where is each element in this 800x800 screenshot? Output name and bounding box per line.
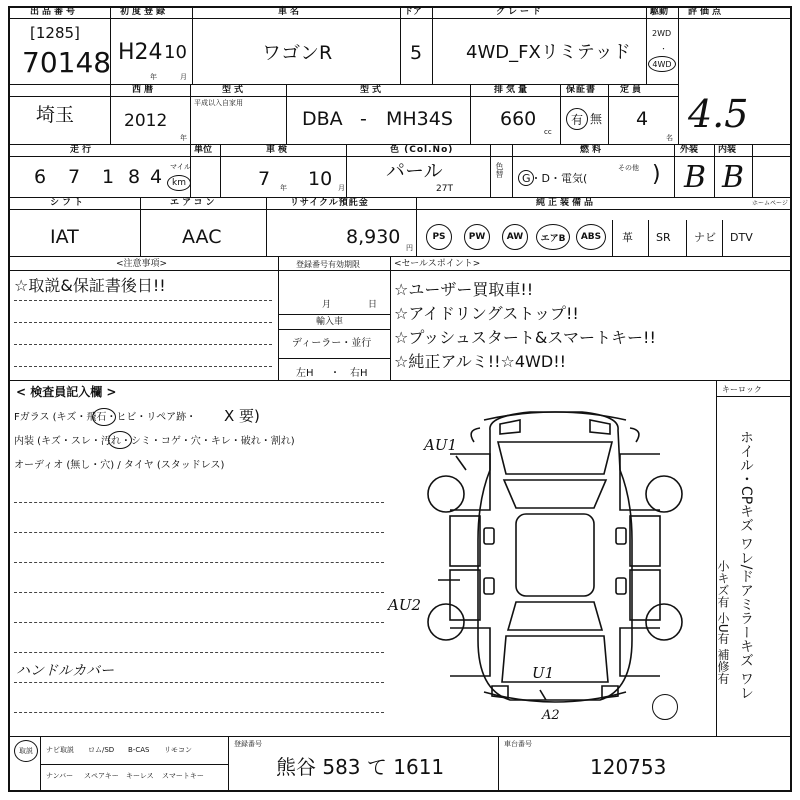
drive-2wd: 2WD [652, 29, 672, 38]
header-sales-points: <セールスポイント> [394, 259, 481, 269]
color-change-label: 色替 [495, 162, 504, 178]
equipment-leather: 革 [622, 231, 633, 244]
inspection-month-unit: 月 [338, 184, 345, 192]
header-capacity: 定員 [620, 85, 645, 95]
equipment-sunroof: SR [656, 231, 671, 244]
fuel-options: G・D・電気( [522, 172, 588, 185]
header-interior: 内装 [718, 145, 737, 155]
bottom-item: スペアキー [84, 772, 119, 780]
hood-panel [498, 442, 612, 474]
bottom-item: ナビ取説 [46, 746, 74, 754]
fglass-mark: X 要) [224, 407, 260, 425]
rear-hatch [502, 636, 608, 682]
header-doors: ドア [404, 7, 422, 17]
header-unit: 単位 [194, 145, 213, 155]
header-warranty: 保証書 [566, 85, 597, 95]
header-color: 色 (Col.No) [390, 145, 454, 155]
header-car-name: 車名 [278, 7, 303, 17]
mileage-digit: 8 [128, 166, 141, 188]
recycle-yen: 円 [406, 244, 413, 252]
key-circle [652, 694, 678, 720]
model-dash: - [360, 108, 367, 130]
headlight [500, 420, 520, 434]
header-key-lock: キーロック [722, 385, 762, 394]
mileage-unit-km-circled: km [167, 175, 191, 191]
right-front-door [630, 516, 660, 566]
car-name: ワゴンR [262, 42, 333, 64]
header-equipment: 純正装備品 [536, 198, 597, 208]
reg-expiry-month: 月 [322, 300, 332, 310]
header-inspection: 車検 [266, 145, 291, 155]
equipment-navi: ナビ [694, 231, 716, 244]
bottom-item: スマートキー [162, 772, 204, 780]
equipment-abs-circled: ABS [576, 224, 606, 250]
year-unit: 年 [180, 134, 187, 142]
mileage-digit: 7 [68, 166, 81, 188]
handwritten-a2: A2 [542, 708, 560, 723]
mileage-digit: 1 [102, 166, 115, 188]
equipment-aw-circled: AW [502, 224, 528, 250]
side-checklist-2: 小キズ有 小U有 補修有 [716, 560, 730, 685]
windshield [504, 480, 606, 508]
header-exhibit-no: 出品番号 [30, 7, 79, 17]
rear-window [508, 602, 602, 630]
side-checklist: ホイル・CPキズ ワレ/ドアミラーキズ ワレ [738, 430, 754, 700]
reg-no: 熊谷 583 て 1611 [276, 755, 445, 779]
bottom-item: リモコン [164, 746, 192, 754]
first-reg-month-unit: 月 [180, 73, 187, 81]
displacement: 660 [500, 108, 537, 130]
inspector-fglass: Fガラス (キズ・飛石・ヒビ・リペア跡・ [14, 412, 197, 423]
first-reg-era: H24 [118, 40, 163, 65]
header-inspector: < 検査員記入欄 > [16, 385, 117, 399]
fuel-close-paren: ) [652, 162, 661, 187]
marker-line [456, 456, 466, 470]
import-left: 左H [296, 368, 314, 379]
import-car-label: 輸入車 [316, 317, 344, 327]
sales-point: ☆純正アルミ!!☆4WD!! [394, 352, 567, 371]
warranty-yes-circled: 有 [566, 108, 588, 130]
header-import-type: 型式 [222, 85, 247, 95]
door-handle [484, 578, 494, 594]
bottom-item: キーレス [126, 772, 154, 780]
header-shift: シフト [50, 198, 87, 208]
location: 埼玉 [36, 104, 75, 126]
right-rear-door [630, 570, 660, 620]
chassis-no: 120753 [590, 755, 667, 779]
left-front-door [450, 516, 480, 566]
aircon: AAC [182, 226, 222, 248]
right-front-fender [620, 454, 660, 510]
left-front-fender [450, 454, 490, 510]
notes-line: ☆取説&保証書後日!! [14, 276, 166, 295]
first-reg-year-unit: 年 [150, 73, 157, 81]
mileage-digit: 4 [150, 166, 163, 188]
header-drive: 駆動 [650, 7, 669, 17]
right-rear-fender [620, 628, 660, 676]
equipment-dtv: DTV [730, 231, 753, 244]
door-handle [484, 528, 494, 544]
header-chassis: 車台番号 [504, 740, 532, 748]
header-score: 評価点 [688, 7, 725, 17]
import-right: 右H [350, 368, 368, 379]
left-rear-fender [450, 628, 490, 676]
mileage-digit: 6 [34, 166, 47, 188]
header-mileage: 走行 [70, 145, 95, 155]
header-extra: ホームページ [752, 200, 788, 207]
doors: 5 [410, 42, 423, 64]
header-reg-no: 登録番号 [234, 740, 262, 748]
left-rear-wheel [428, 604, 464, 640]
exterior-grade-handwritten: B [684, 160, 707, 195]
header-wareki: 西暦 [132, 85, 157, 95]
inspection-month: 10 [308, 168, 333, 190]
fuel-other: その他 [618, 164, 639, 172]
equipment-ps-circled: PS [426, 224, 452, 250]
header-first-reg: 初度登録 [120, 7, 169, 17]
front-bumper [484, 412, 626, 420]
headlight [590, 420, 610, 434]
header-fuel: 燃料 [580, 145, 605, 155]
header-displacement: 排気量 [494, 85, 531, 95]
handwritten-au1: AU1 [424, 436, 458, 454]
inspector-audio: オーディオ (無し・穴) / タイヤ (スタッドレス) [14, 460, 225, 471]
header-reg-expiry: 登録番号有効期限 [296, 260, 360, 269]
import-sub: 平成以入自家用 [194, 99, 243, 107]
header-recycle: リサイクル預託金 [290, 198, 369, 208]
left-mirror [471, 428, 480, 442]
color-code: 27T [436, 184, 453, 194]
drive-4wd-circled: 4WD [648, 56, 676, 72]
displacement-unit: cc [544, 128, 552, 136]
left-rear-door [450, 570, 480, 620]
sales-point: ☆アイドリングストップ!! [394, 304, 579, 323]
header-model: 型式 [360, 85, 385, 95]
import-dealer: ディーラー・並行 [292, 338, 372, 349]
interior-grade-handwritten: B [722, 160, 745, 195]
handwritten-au2: AU2 [388, 596, 422, 614]
inspector-interior: 内装 (キズ・スレ・汚れ・シミ・コゲ・穴・キレ・破れ・割れ) [14, 436, 295, 447]
header-aircon: エアコン [170, 198, 218, 208]
inspection-year: 7 [258, 168, 271, 190]
header-exterior: 外装 [680, 145, 699, 155]
marker-line [540, 690, 546, 700]
inspection-year-unit: 年 [280, 184, 287, 192]
right-rear-wheel [646, 604, 682, 640]
shift: IAT [50, 226, 79, 248]
lot-number: 70148 [22, 46, 112, 79]
mileage-unit-mile: マイル [170, 163, 191, 171]
capacity: 4 [636, 108, 649, 130]
equipment-airbag-circled: エアB [536, 224, 570, 250]
first-reg-month: 10 [164, 42, 187, 63]
left-front-wheel [428, 476, 464, 512]
bottom-item: ナンバー [46, 772, 74, 780]
lot-id: [1285] [30, 24, 80, 42]
year: 2012 [124, 111, 168, 131]
sales-point: ☆プッシュスタート&スマートキー!! [394, 328, 656, 347]
header-notes: <注意事項> [116, 259, 168, 269]
model: MH34S [386, 108, 453, 130]
color-name: パール [386, 160, 443, 182]
door-handle [616, 528, 626, 544]
recycle-fee: 8,930 [346, 226, 401, 248]
right-mirror [630, 428, 639, 442]
handwritten-wheel-cover: ハンドルカバー [16, 663, 114, 679]
score-handwritten: 4.5 [688, 92, 749, 136]
grade: 4WD_FXリミテッド [466, 42, 631, 63]
bottom-manual-circled: 取説 [14, 740, 38, 762]
model-prefix: DBA [302, 108, 343, 130]
equipment-pw-circled: PW [464, 224, 490, 250]
reg-expiry-day: 日 [368, 300, 378, 310]
drive-dot: ・ [660, 45, 667, 53]
warranty-no: 無 [590, 112, 603, 126]
right-front-wheel [646, 476, 682, 512]
import-dot: ・ [330, 368, 340, 379]
header-grade: グレード [496, 7, 545, 17]
door-handle [616, 578, 626, 594]
bottom-item: B-CAS [128, 746, 150, 754]
sales-point: ☆ユーザー買取車!! [394, 280, 534, 299]
handwritten-u1: U1 [532, 664, 555, 682]
roof-panel [516, 514, 594, 596]
capacity-unit: 名 [666, 134, 673, 142]
bottom-item: ロム/SD [88, 746, 115, 754]
